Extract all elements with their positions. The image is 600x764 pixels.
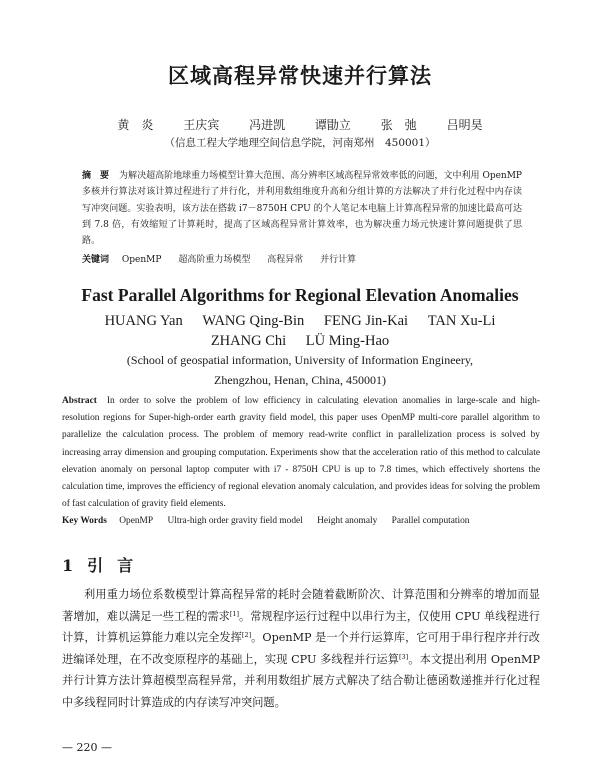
keyword-en: Ultra-high order gravity field model <box>167 516 303 526</box>
citation: [3] <box>399 652 409 661</box>
author-cn: 冯进凯 <box>249 118 286 132</box>
chinese-abstract-label: 摘 要 <box>82 171 110 181</box>
author-en: LÜ Ming-Hao <box>305 333 390 349</box>
author-cn: 黄 炎 <box>117 118 154 132</box>
english-affiliation <box>0 350 600 390</box>
intro-text: 利用重力场位系数模型计算高程异常的耗时会随着截断阶次、计算范围和分辨率的增加而显著增加，难以满足一些工程的需求 <box>62 588 540 623</box>
chinese-authors <box>0 116 600 133</box>
keyword-cn: OpenMP <box>121 255 162 265</box>
english-authors-line1 <box>0 311 600 331</box>
citation: [1] <box>229 609 240 618</box>
intro-text: 。本文提出利用 OpenMP 并行计算方法计算超模型高程异常，并利用数组扩展方式解决了结合勒让德函数递推并行化过程中多线程同时计算造成的内存读写冲突问题。 <box>62 652 541 709</box>
keyword-en: Parallel computation <box>391 516 470 526</box>
author-en: FENG Jin-Kai <box>323 313 409 329</box>
keyword-cn: 超高阶重力场模型 <box>178 255 251 265</box>
author-cn: 张 弛 <box>380 118 417 132</box>
author-en: HUANG Yan <box>104 313 183 329</box>
english-affiliation-line2: Zhengzhou, Henan, China, 450001) <box>214 373 386 387</box>
citation: [2] <box>241 631 252 640</box>
chinese-keywords <box>82 252 522 265</box>
intro-text: 。OpenMP 是一个并行运算库，它可用于串行程序并行改进编译处理，在不改变原程序的基础上，实现 CPU 多线程并行运算 <box>62 631 540 666</box>
english-abstract-text: In order to solve the problem of low efficiency in calculating elevation anomalies in large-scale and high-resolution regions for Super-high-order earth gravity field model, this paper uses OpenMP multi-core parallel algorithm to parallelize the calculation process. The problem of memory read-write conflict in parallelization process is solved by increasing array dimension and grouping computation. Experiments show that the acceleration ratio of this method to calculate elevation anomaly on personal laptop computer with i7 - 8750H CPU is up to 7.8 times, which effectively shortens the calculation time, improves the efficiency of regional elevation anomaly calculation, and provides ideas for solving the problem of fast calculation of gravity field elements. <box>62 396 540 510</box>
author-en: ZHANG Chi <box>210 333 287 349</box>
section-title-part: 言 <box>117 556 134 575</box>
chinese-title: 区域高程异常快速并行算法 <box>168 63 432 88</box>
english-authors-line2 <box>0 331 600 351</box>
author-cn: 谭勖立 <box>314 118 351 132</box>
keyword-en: Height anomaly <box>317 516 378 526</box>
author-cn: 王庆宾 <box>183 118 220 132</box>
author-en: TAN Xu-Li <box>427 313 496 329</box>
english-abstract-label: Abstract <box>62 396 97 406</box>
english-title: Fast Parallel Algorithms for Regional Elevation Anomalies <box>81 285 519 305</box>
chinese-abstract <box>82 168 522 249</box>
english-authors <box>0 311 600 351</box>
author-en: WANG Qing-Bin <box>202 313 305 329</box>
english-keywords <box>62 516 540 526</box>
section-title-part: 引 <box>87 556 104 575</box>
section-number: 1 <box>62 556 74 575</box>
author-cn: 吕明昊 <box>446 118 483 132</box>
english-keywords-label: Key Words <box>62 516 107 526</box>
section-heading <box>62 553 133 576</box>
english-abstract <box>62 393 540 513</box>
chinese-abstract-text: 为解决超高阶地球重力场模型计算大范围、高分辨率区域高程异常效率低的问题，文中利用 OpenMP 多核并行算法对该计算过程进行了并行化，并利用数组维度升高和分组计算的方法解决了并行化过程中内存读写冲突问题。实验表明，该方法在搭载 i7－8750H CPU 的个人笔记本电脑上计算高程异常的加速比最高可达到 7.8 倍，有效缩短了计算耗时，提高了区域高程异常计算效率，也为解决重力场元快速计算问题提供了思路。 <box>82 171 522 247</box>
keyword-cn: 并行计算 <box>320 255 357 265</box>
intro-text: 。常规程序运行过程中以串行为主，仅使用 CPU 单线程进行计算，计算机运算能力难以完全发挥 <box>62 609 540 645</box>
english-affiliation-line1: (School of geospatial information, University of Information Engineery, <box>126 353 474 367</box>
chinese-affiliation: （信息工程大学地理空间信息学院，河南郑州 450001） <box>164 137 436 149</box>
keyword-en: OpenMP <box>119 516 154 526</box>
chinese-keywords-label: 关键词 <box>82 255 110 265</box>
page-number: — 220 — <box>62 741 112 754</box>
keyword-cn: 高程异常 <box>267 255 304 265</box>
introduction-paragraph <box>62 584 540 714</box>
